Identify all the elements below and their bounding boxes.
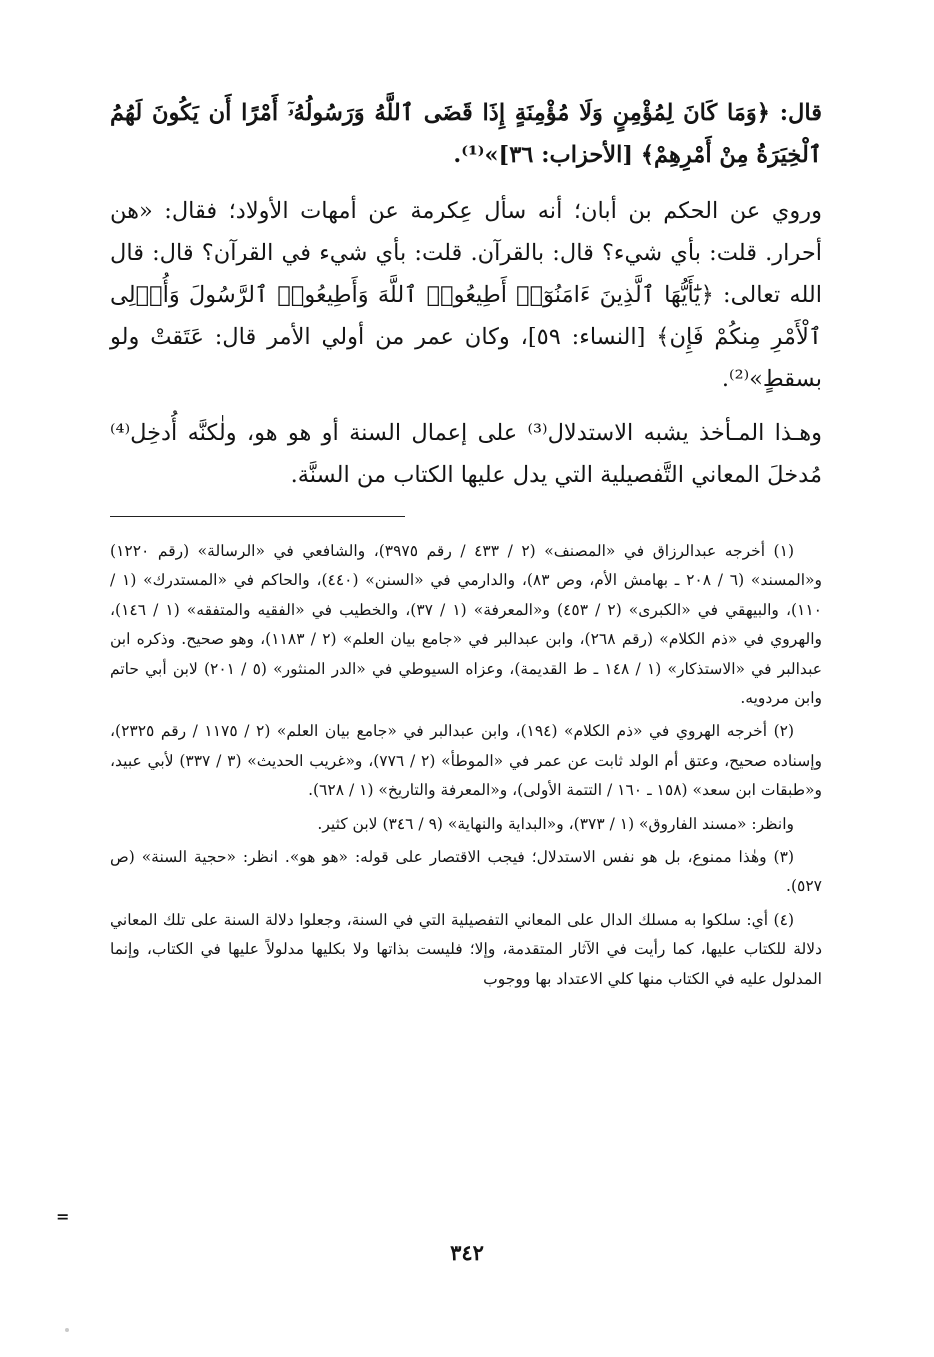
book-page (110, 92, 822, 994)
main-text (110, 92, 822, 496)
footnotes (110, 537, 822, 994)
page-number: ٣٤٢ (450, 1240, 484, 1265)
paragraph-3: وهـذا المـأخذ يشبه الاستدلال⁽³⁾ على إعمال السنة أو هو هو، ولٰكنَّه أُدخِل⁽⁴⁾ مُدخلَ المعاني التَّفصيلية التي يدل عليها الكتاب من السنَّة. (110, 420, 822, 488)
footnote-divider (110, 516, 405, 517)
footnote-1: (١) أخرجه عبدالرزاق في «المصنف» (٢ / ٤٣٣ / رقم ٣٩٧٥)، والشافعي في «الرسالة» (رقم ١٢٢٠) و«المسند» (٦ / ٢٠٨ ـ بهامش الأم، وص ٨٣)، والدارمي في «السنن» (٤٤٠)، والحاكم في «المستدرك» (١ / ١١٠)، والبيهقي في «الكبرى» (٢ / ٤٥٣) و«المعرفة» (١ / ٣٧)، والخطيب في «الفقيه والمتفقه» (١ / ١٤٦)، والهروي في «ذم الكلام» (رقم ٢٦٨)، وابن عبدالبر في «جامع بيان العلم» (٢ / ١١٨٣)، وهو صحيح. وذكره ابن عبدالبر في «الاستذكار» (١ / ١٤٨ ـ ط القديمة)، وعزاه السيوطي في «الدر المنثور» (٥ / ٢٠١) لابن أبي حاتم وابن مردويه. (110, 542, 823, 708)
footnote-3: (٣) وهٰذا ممنوع، بل هو نفس الاستدلال؛ فيجب الاقتصار على قوله: «هو هو». انظر: «حجية السنة» (ص ٥٢٧). (110, 848, 822, 896)
paragraph-2: وروي عن الحكم بن أبان؛ أنه سأل عِكرمة عن أمهات الأولاد؛ فقال: «هن أحرار. قلت: بأي شيء؟ قال: بالقرآن. قلت: بأي شيء في القرآن؟ قال: قال الله تعالى: ﴿يَٰٓأَيُّهَا ٱلَّذِينَ ءَامَنُوٓا۟ أَطِيعُوا۟ ٱللَّهَ وَأَطِيعُوا۟ ٱلرَّسُولَ وَأُو۟لِى ٱلْأَمْرِ مِنكُمْ فَإِن﴾ [النساء: ٥٩]، وكان عمر من أولي الأمر قال: عَتَقتْ ولو بسقطٍ»⁽²⁾. (110, 198, 822, 392)
continuation-mark: = (56, 1207, 70, 1226)
footnote-2-extra: وانظر: «مسند الفاروق» (١ / ٣٧٣)، و«البداية والنهاية» (٩ / ٣٤٦) لابن كثير. (317, 814, 794, 833)
footnote-2: (٢) أخرجه الهروي في «ذم الكلام» (١٩٤)، وابن عبدالبر في «جامع بيان العلم» (٢ / ١١٧٥ / رقم ٢٣٢٥)، وإسناده صحيح، وعتق أم الولد ثابت عن عمر في «الموطأ» (٢ / ٧٧٦)، و«غريب الحديث» (٣ / ٣٣٧) لأبي عبيد، و«طبقات ابن سعد» (١٥٨ ـ ١٦٠ / التتمة الأولى)، و«المعرفة والتاريخ» (١ / ٦٢٨). (110, 722, 822, 800)
scan-speck (65, 1328, 69, 1332)
paragraph-1: قال: ﴿وَمَا كَانَ لِمُؤْمِنٍ وَلَا مُؤْمِنَةٍ إِذَا قَضَى ٱللَّهُ وَرَسُولُهُۥٓ أَمْرًا أَن يَكُونَ لَهُمُ ٱلْخِيَرَةُ مِنْ أَمْرِهِمْ﴾ [الأحزاب: ٣٦]»⁽¹⁾. (110, 100, 822, 168)
footnote-4: (٤) أي: سلكوا به مسلك الدال على المعاني التفصيلية التي في السنة، وجعلوا دلالة السنة على تلك المعاني دلالة للكتاب عليها، كما رأيت في الآثار المتقدمة، وإلا؛ فليست بذاتها ولا بكليها مدلولاً عليها في الكتاب، وإنما المدلول عليه في الكتاب منها كلي الاعتداد بها ووجوب (110, 910, 822, 988)
